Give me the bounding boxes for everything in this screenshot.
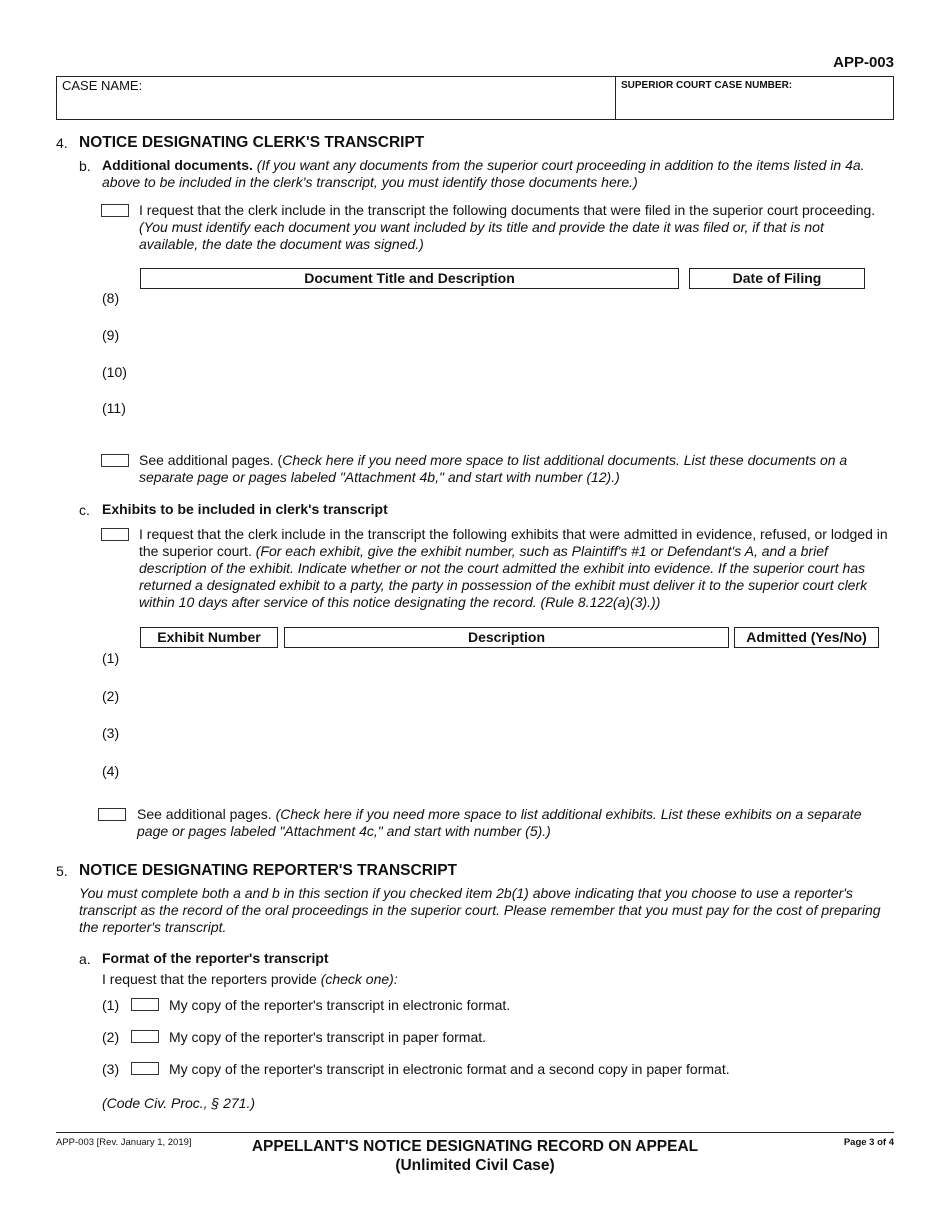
format-option-3-checkbox[interactable] [131,1062,159,1075]
exhibits-additional-plain: See additional pages. [137,806,272,822]
footer-divider [56,1132,894,1133]
exhibit-number-header: Exhibit Number [140,627,278,648]
case-name-label: CASE NAME: [62,78,143,93]
documents-request-checkbox[interactable] [101,204,129,217]
form-code: APP-003 [833,54,894,71]
footer-title-line1: APPELLANT'S NOTICE DESIGNATING RECORD ON APPEAL [251,1138,699,1155]
section5a-letter: a. [79,951,91,967]
section4c-letter: c. [79,502,90,518]
exhibits-request-checkbox[interactable] [101,528,129,541]
section4c-heading: Exhibits to be included in clerk's transcript [102,501,388,517]
documents-request-text [139,202,919,253]
case-number-label: SUPERIOR COURT CASE NUMBER: [621,80,793,91]
document-row-11: (11) [102,400,126,416]
documents-additional-pages-text [139,452,919,486]
section5-title: NOTICE DESIGNATING REPORTER'S TRANSCRIPT [79,862,458,879]
section4b-intro [102,157,902,191]
exhibits-request-line5: within 10 days after service of this notice designating the record. (Rule 8.122(a)(3).)) [139,594,661,610]
section5a-request-plain: I request that the reporters provide [102,971,317,987]
exhibits-additional-pages-checkbox[interactable] [98,808,126,821]
document-row-8: (8) [102,290,120,306]
format-option-1-checkbox[interactable] [131,998,159,1011]
documents-request-line1: I request that the clerk include in the transcript the following documents that were filed in the superior court proceeding. [139,202,876,218]
section4-title: NOTICE DESIGNATING CLERK'S TRANSCRIPT [79,134,425,151]
format-option-2-checkbox[interactable] [131,1030,159,1043]
document-row-10: (10) [102,364,127,380]
section5a-request [102,971,398,987]
exhibit-row-4: (4) [102,763,120,779]
document-title-header: Document Title and Description [140,268,679,289]
code-citation: (Code Civ. Proc., § 271.) [102,1095,256,1111]
section4b-intro-line2: above to be included in the clerk's transcript, you must identify those documents here.) [102,174,638,190]
section4-number: 4. [56,135,68,151]
documents-request-line2: (You must identify each document you want included by its title and provide the date it was filed or, if that is not [139,219,824,235]
exhibits-request-line2-italic: (For each exhibit, give the exhibit number, such as Plaintiff's #1 or Defendant's A, and a brief [255,543,828,559]
documents-additional-italic: Check here if you need more space to list additional documents. List these documents on a [282,452,848,468]
documents-additional-plain: See additional pages. ( [139,452,283,468]
date-of-filing-header: Date of Filing [689,268,865,289]
section4b-intro-line1: (If you want any documents from the superior court proceeding in addition to the items listed in 4a. [256,157,865,173]
exhibit-row-1: (1) [102,650,120,666]
section4b-letter: b. [79,158,91,174]
format-option-1-label: My copy of the reporter's transcript in electronic format. [169,997,511,1013]
footer-revision: APP-003 [Rev. January 1, 2019] [56,1137,192,1148]
footer-title [200,1137,750,1175]
format-option-2-number: (2) [102,1029,120,1045]
document-row-9: (9) [102,327,120,343]
exhibit-admitted-header: Admitted (Yes/No) [734,627,879,648]
exhibits-request-line4: returned a designated exhibit to a party, the party in possession of the exhibit must deliver it to the superior court clerk [139,577,868,593]
section4b-heading: Additional documents. [102,157,253,173]
documents-request-line3: available, the date the document was signed.) [139,236,424,252]
exhibit-description-header: Description [284,627,729,648]
section5a-heading: Format of the reporter's transcript [102,950,329,966]
exhibits-request-text [139,526,929,611]
section5-intro-line3: the reporter's transcript. [79,919,227,935]
exhibits-additional-italic: (Check here if you need more space to list additional exhibits. List these exhibits on a separate [275,806,862,822]
exhibit-row-2: (2) [102,688,120,704]
exhibits-request-line1: I request that the clerk include in the transcript the following exhibits that were admitted in evidence, refused, or lodged in [139,526,888,542]
exhibits-additional-line2: page or pages labeled "Attachment 4c," and start with number (5).) [137,823,551,839]
section5-intro-line2: transcript as the record of the oral proceedings in the superior court. Please remember that you must pay for the cost of preparing [79,902,881,918]
exhibits-request-line3: description of the exhibit. Indicate whether or not the court admitted the exhibit into evidence. If the superior court has [139,560,866,576]
documents-additional-pages-checkbox[interactable] [101,454,129,467]
format-option-3-label: My copy of the reporter's transcript in electronic format and a second copy in paper format. [169,1061,730,1077]
documents-additional-line2: separate page or pages labeled "Attachment 4b," and start with number (12).) [139,469,620,485]
section5-intro-line1: You must complete both a and b in this section if you checked item 2b(1) above indicating that you choose to use a reporter's [79,885,853,901]
section5-number: 5. [56,863,68,879]
section5a-request-italic: (check one): [320,971,398,987]
page-number: Page 3 of 4 [843,1137,894,1148]
format-option-1-number: (1) [102,997,120,1013]
format-option-3-number: (3) [102,1061,120,1077]
exhibits-additional-pages-text [137,806,927,840]
section5-intro [79,885,899,936]
exhibit-row-3: (3) [102,725,120,741]
format-option-2-label: My copy of the reporter's transcript in paper format. [169,1029,487,1045]
exhibits-request-line2-plain: the superior court. [139,543,252,559]
footer-title-line2: (Unlimited Civil Case) [395,1157,555,1174]
